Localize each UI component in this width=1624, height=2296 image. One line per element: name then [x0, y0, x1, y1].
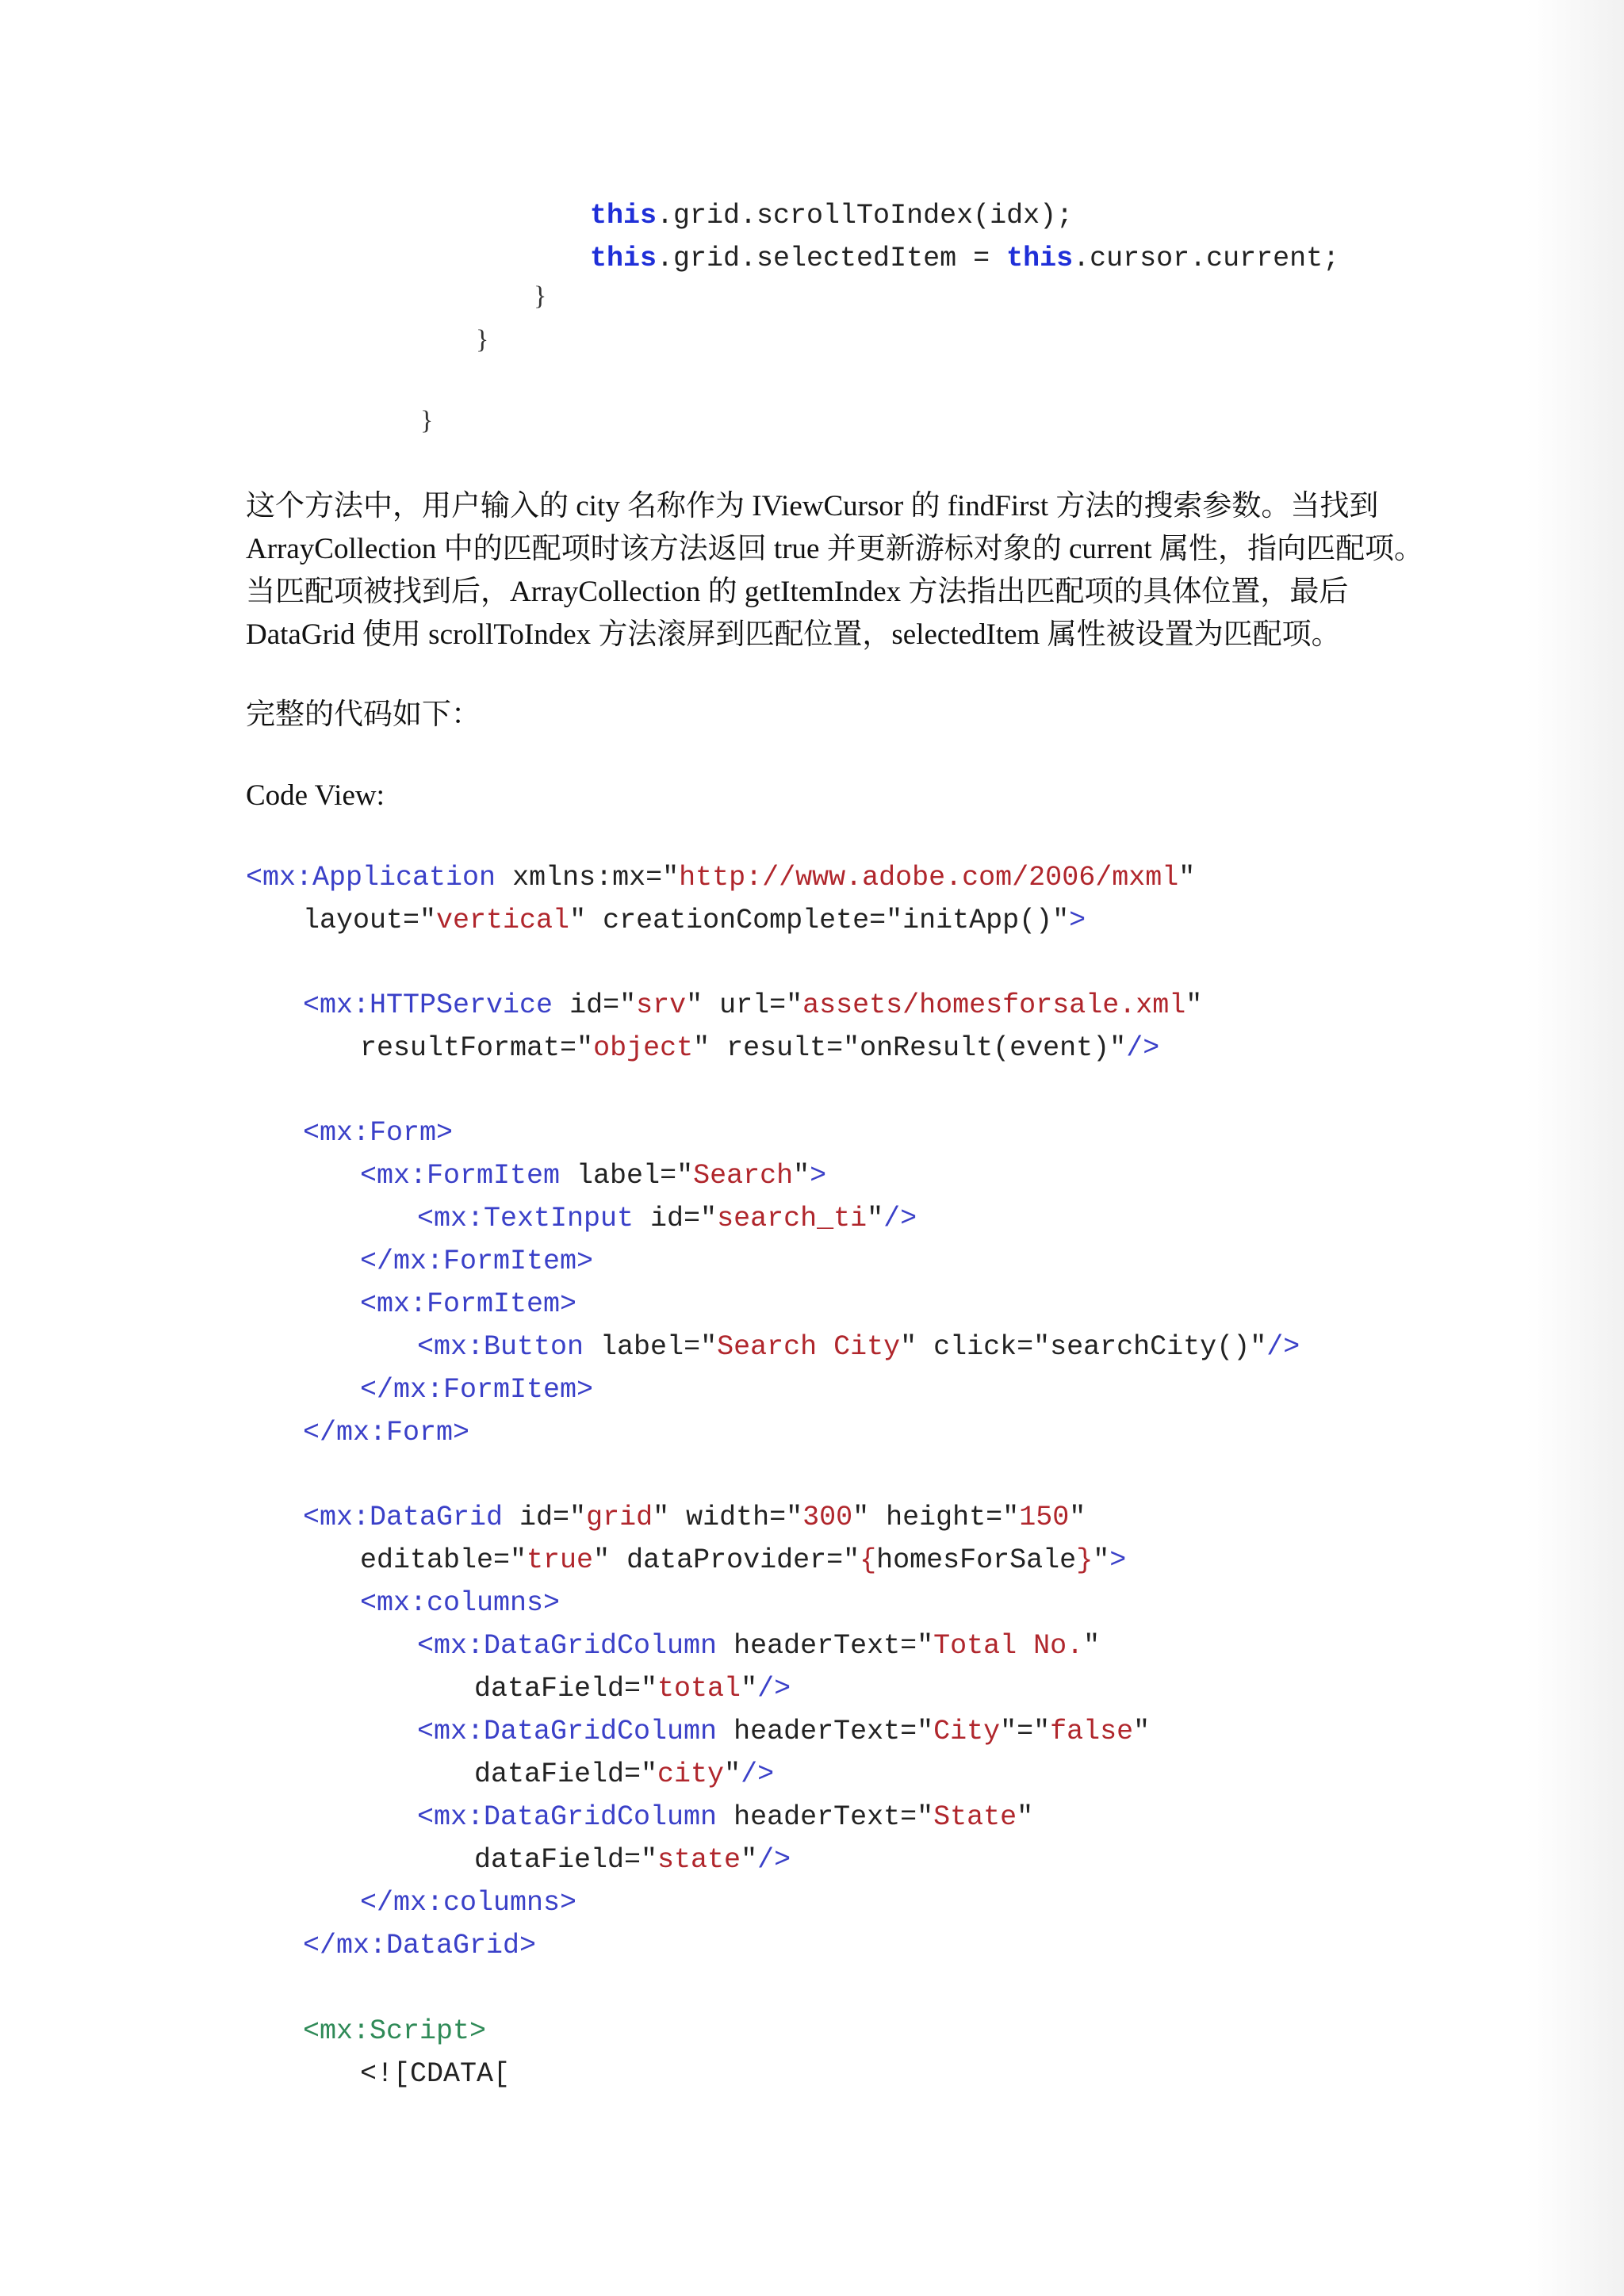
code-line-columns-open: <mx:columns> — [360, 1587, 561, 1619]
paragraph-line: 这个方法中，用户输入的 city 名称作为 IViewCursor 的 findFirst 方法的搜索参数。当找到 — [246, 490, 1379, 522]
code-line-formitem-search: <mx:FormItem label="Search"> — [360, 1160, 827, 1192]
closing-brace: } — [420, 406, 434, 435]
paragraph-line: 当匹配项被找到后，ArrayCollection 的 getItemIndex 方法指出匹配项的具体位置，最后 — [246, 576, 1349, 608]
code-line-column-state: <mx:DataGridColumn headerText="State" — [417, 1801, 1034, 1833]
closing-brace: } — [534, 281, 547, 311]
code-line-application-attrs: layout="vertical" creationComplete="initApp()"> — [303, 905, 1086, 936]
code-line-cdata-open: <![CDATA[ — [360, 2058, 511, 2090]
explanation-paragraph — [246, 485, 1423, 656]
code-line-datagrid-attrs: editable="true" dataProvider="{homesForSale}"> — [360, 1544, 1127, 1576]
code-line-datafield-total: dataField="total"/> — [474, 1673, 791, 1705]
code-line-datagrid-close: </mx:DataGrid> — [303, 1930, 537, 1961]
code-line-columns-close: </mx:columns> — [360, 1887, 577, 1919]
code-line-datafield-city: dataField="city"/> — [474, 1758, 775, 1790]
code-line-httpservice-open: <mx:HTTPService id="srv" url="assets/homesforsale.xml" — [303, 989, 1203, 1021]
code-line-form-close: </mx:Form> — [303, 1417, 470, 1448]
code-line-selected-item: this.grid.selectedItem = this.cursor.current; — [590, 243, 1340, 274]
code-line-textinput: <mx:TextInput id="search_ti"/> — [417, 1203, 917, 1234]
code-line-button: <mx:Button label="Search City" click="searchCity()"/> — [417, 1331, 1300, 1363]
code-line-httpservice-attrs: resultFormat="object" result="onResult(event)"/> — [360, 1032, 1160, 1064]
code-line-column-city: <mx:DataGridColumn headerText="City"="false" — [417, 1716, 1151, 1747]
code-line-scroll-to-index: this.grid.scrollToIndex(idx); — [590, 200, 1074, 232]
paragraph-line: ArrayCollection 中的匹配项时该方法返回 true 并更新游标对象的 current 属性，指向匹配项。 — [246, 533, 1423, 565]
code-line-datagrid-open: <mx:DataGrid id="grid" width="300" height="150" — [303, 1502, 1086, 1533]
code-line-form-open: <mx:Form> — [303, 1117, 454, 1149]
full-code-intro: 完整的代码如下： — [246, 698, 481, 731]
code-line-formitem-open: <mx:FormItem> — [360, 1288, 577, 1320]
closing-brace: } — [476, 325, 489, 354]
code-line-script-open: <mx:Script> — [303, 2015, 487, 2047]
code-line-column-total: <mx:DataGridColumn headerText="Total No." — [417, 1630, 1101, 1662]
code-line-formitem-close: </mx:FormItem> — [360, 1374, 594, 1406]
code-line-application-open: <mx:Application xmlns:mx="http://www.adobe.com/2006/mxml" — [246, 862, 1196, 894]
code-view-label: Code View: — [246, 779, 385, 812]
code-line-datafield-state: dataField="state"/> — [474, 1844, 791, 1876]
code-line-formitem-close: </mx:FormItem> — [360, 1246, 594, 1277]
paragraph-line: DataGrid 使用 scrollToIndex 方法滚屏到匹配位置，selectedItem 属性被设置为匹配项。 — [246, 618, 1341, 651]
